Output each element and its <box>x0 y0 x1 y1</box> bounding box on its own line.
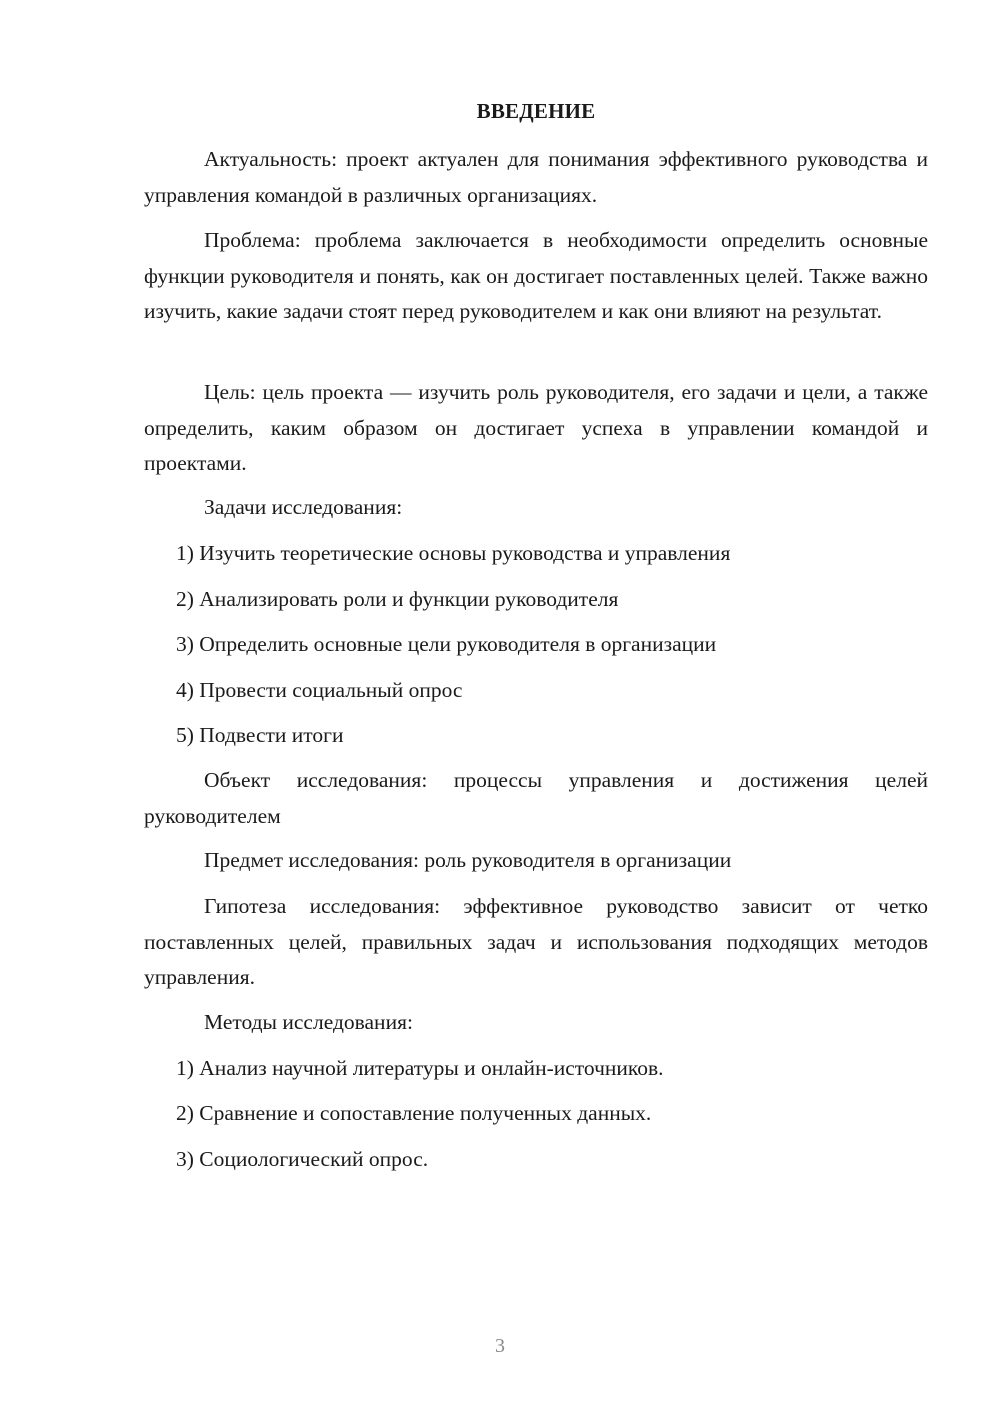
object-paragraph: Объект исследования: процессы управления и достижения целей руководителем <box>144 768 928 828</box>
task-item: 4) Провести социальный опрос <box>176 678 463 702</box>
method-item: 2) Сравнение и сопоставление полученных данных. <box>176 1101 652 1125</box>
task-item: 5) Подвести итоги <box>176 723 344 747</box>
relevance-paragraph: Актуальность: проект актуален для понимания эффективного руководства и управления командой в различных организациях. <box>144 147 928 207</box>
goal-paragraph: Цель: цель проекта — изучить роль руководителя, его задачи и цели, а также определить, каким образом он достигает успеха в управлении командой и проектами. <box>144 380 928 475</box>
page-number: 3 <box>495 1335 505 1357</box>
method-item: 3) Социологический опрос. <box>176 1147 429 1171</box>
problem-paragraph: Проблема: проблема заключается в необходимости определить основные функции руководителя и понять, как он достигает поставленных целей. Также важно изучить, какие задачи стоят перед руководителем и как они влияют на результат. <box>144 228 928 323</box>
hypothesis-paragraph: Гипотеза исследования: эффективное руководство зависит от четко поставленных целей, правильных задач и использования подходящих методов управления. <box>144 894 928 989</box>
subject-paragraph: Предмет исследования: роль руководителя в организации <box>204 848 732 872</box>
section-heading: ВВЕДЕНИЕ <box>476 99 596 123</box>
task-item: 3) Определить основные цели руководителя в организации <box>176 632 717 656</box>
methods-title: Методы исследования: <box>204 1010 413 1034</box>
method-item: 1) Анализ научной литературы и онлайн-источников. <box>176 1056 664 1080</box>
task-item: 1) Изучить теоретические основы руководства и управления <box>176 541 731 565</box>
task-item: 2) Анализировать роли и функции руководителя <box>176 587 619 611</box>
tasks-title: Задачи исследования: <box>204 495 403 519</box>
